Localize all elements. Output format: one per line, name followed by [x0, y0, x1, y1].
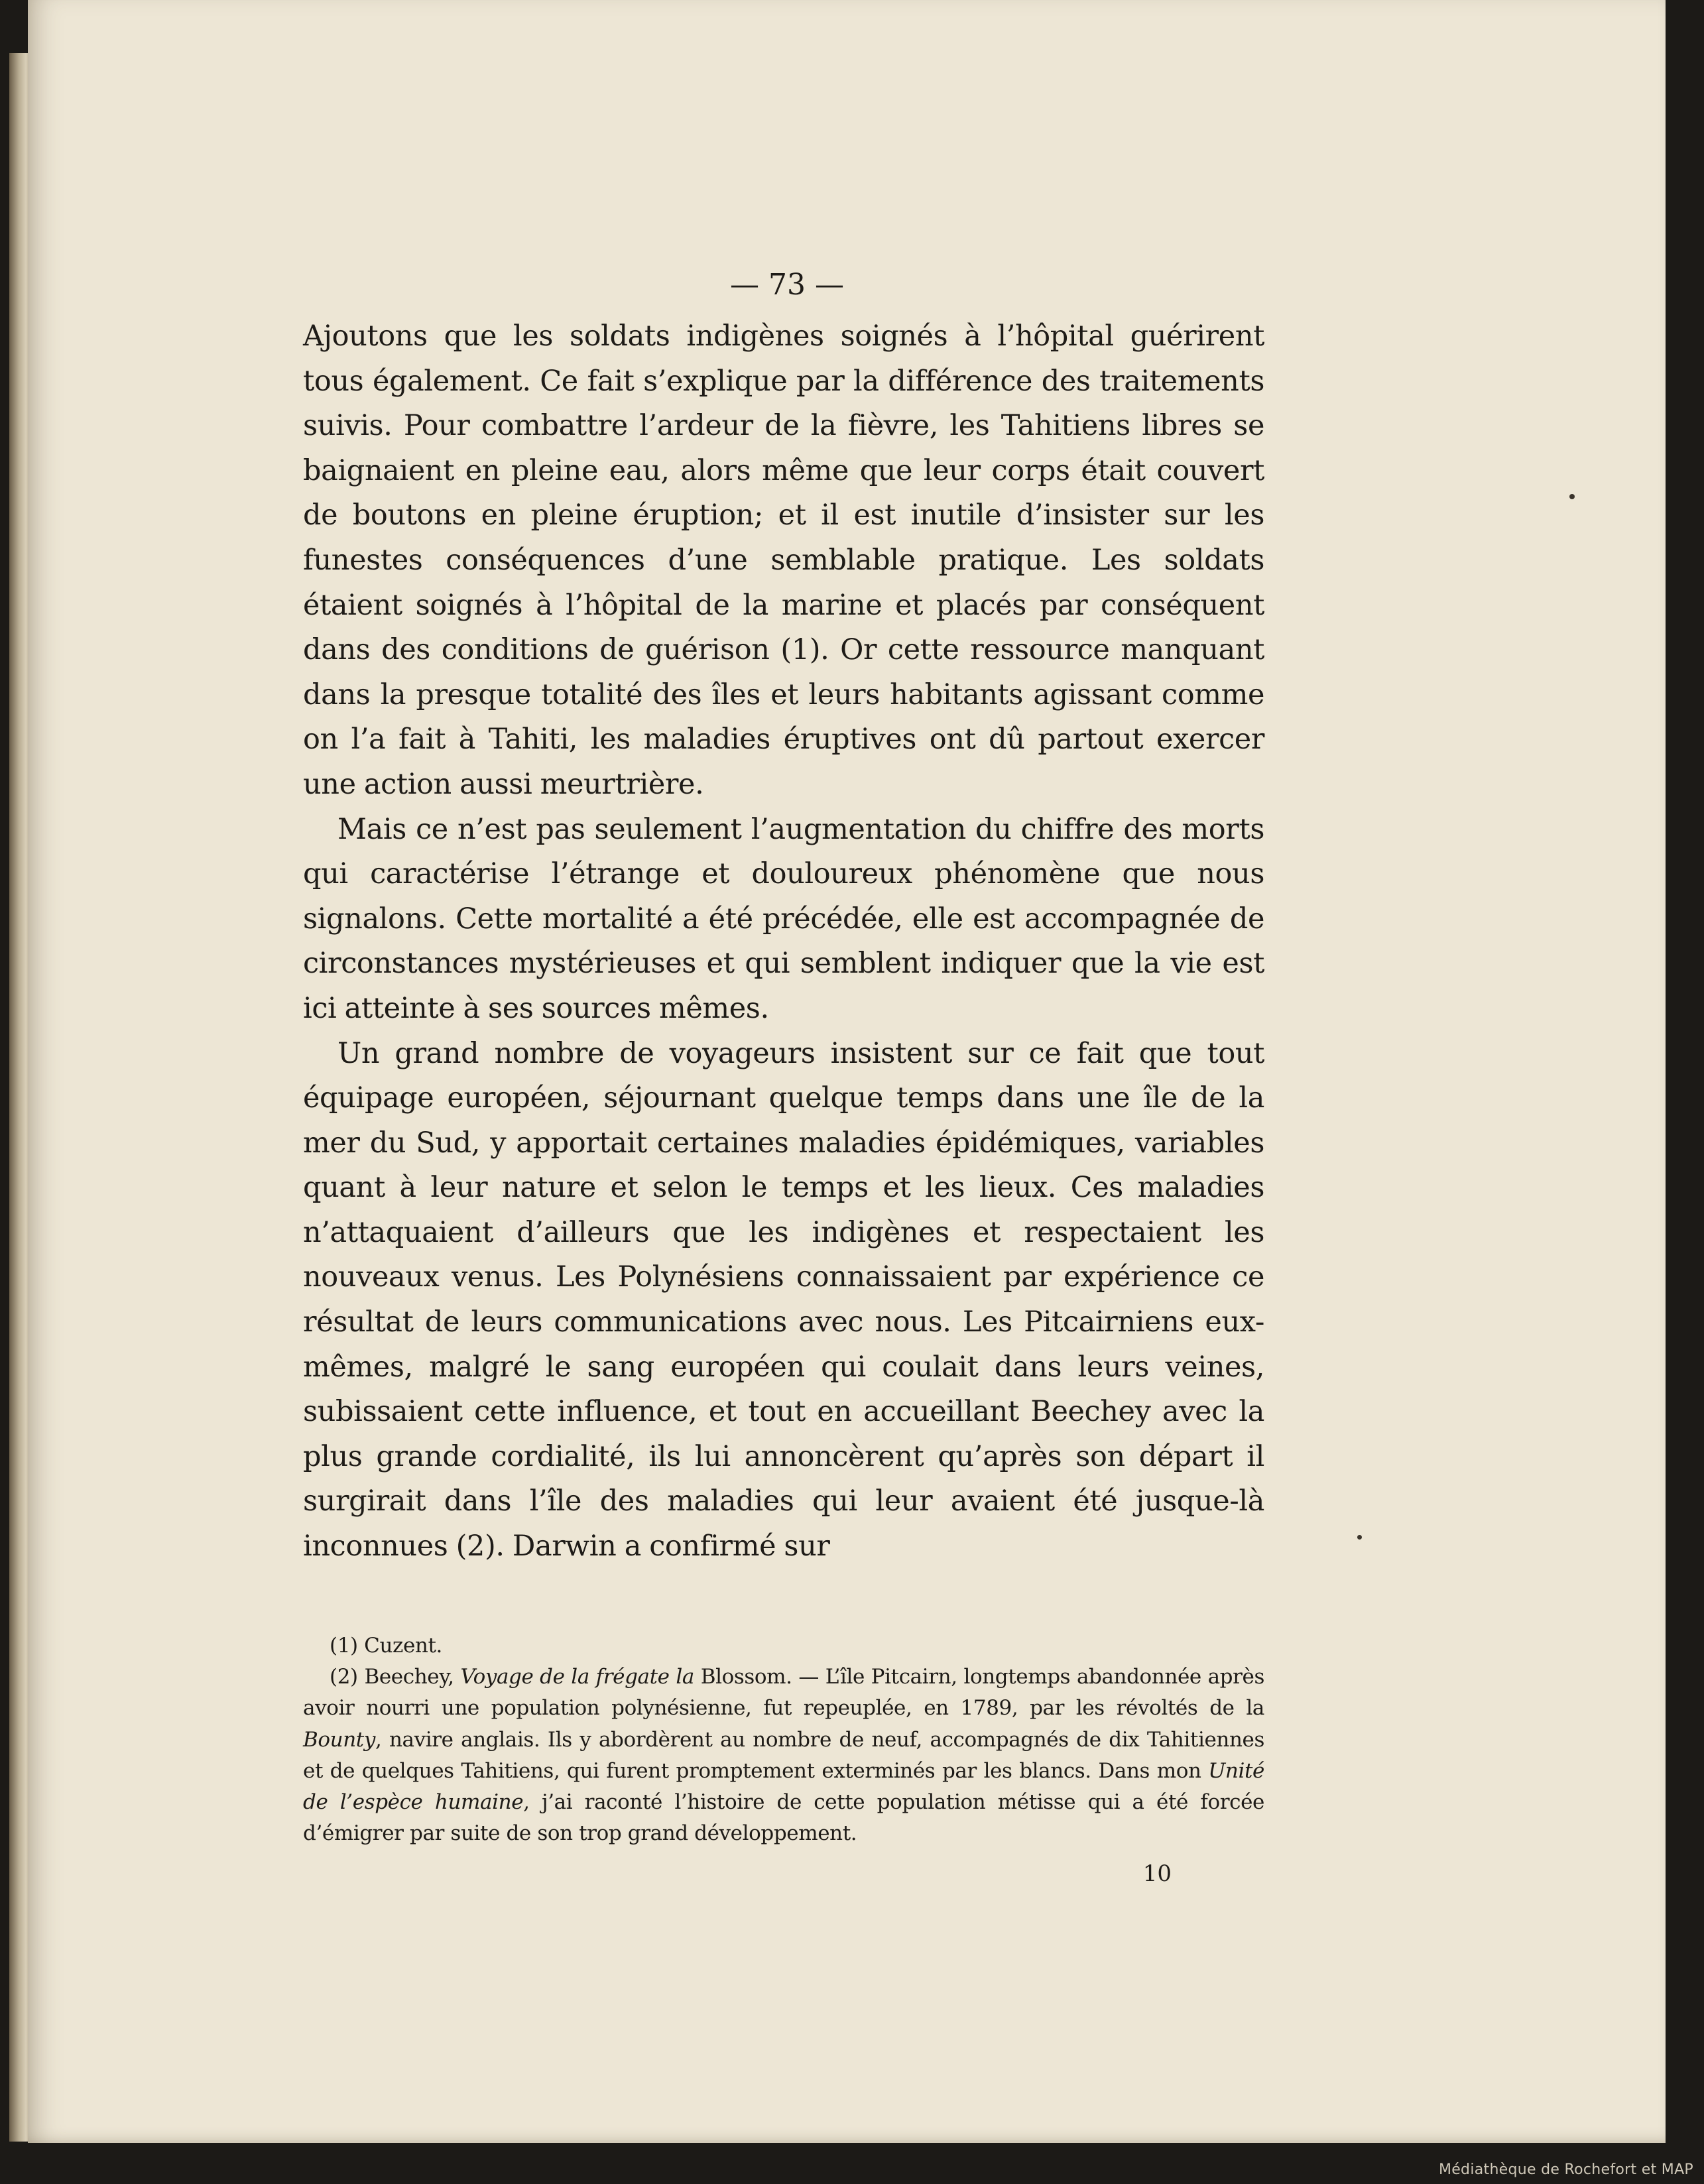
- footnote-2-middle: , navire anglais. Ils y abordèrent au nombre de neuf, accompagnés de dix Tahitiennes et de quelques Tahitiens, qui furent promptement exterminés par les blancs. Dans mon: [303, 1727, 1264, 1783]
- paragraph-1: Ajoutons que les soldats indigènes soignés à l’hôpital guérirent tous également. Ce fait s’explique par la différence des traitements suivis. Pour combattre l’ardeur de la fièvre, les Tahitiens libres se baignaient en pleine eau, alors même que leur corps était couvert de boutons en pleine éruption; et il est inutile d’insister sur les funestes conséquences d’une semblable pratique. Les soldats étaient soignés à l’hôpital de la marine et placés par conséquent dans des conditions de guérison (1). Or cette ressource manquant dans la presque totalité des îles et leurs habitants agissant comme on l’a fait à Tahiti, les maladies éruptives ont dû partout exercer une action aussi meurtrière.: [303, 320, 1264, 801]
- signature-mark: 10: [1142, 1860, 1172, 1887]
- footnote-2-unite: Unité de l’espèce humaine: [303, 1758, 1264, 1815]
- body-text: [303, 314, 1264, 1569]
- book-page: [28, 0, 1666, 2143]
- attribution-watermark: Médiathèque de Rochefort et MAP: [1438, 2161, 1693, 2178]
- footnote-1: (1) Cuzent.: [330, 1633, 443, 1658]
- paragraph-2: Mais ce n’est pas seulement l’augmentation du chiffre des morts qui caractérise l’étrange et douloureux phénomène que nous signalons. Cette mortalité a été précédée, elle est accompagnée de circonstances mystérieuses et qui semblent indiquer que la vie est ici atteinte à ses sources mêmes.: [303, 812, 1264, 1025]
- ink-speck: [1357, 1535, 1362, 1540]
- footnote-2-bounty: Bounty: [303, 1727, 375, 1752]
- footnote-2-prefix: (2) Beechey,: [330, 1664, 461, 1689]
- ink-speck: [1569, 494, 1575, 499]
- footnote-2-end: , j’ai raconté l’histoire de cette population métisse qui a été forcée d’émigrer par suite de son trop grand développement.: [303, 1790, 1264, 1846]
- page-number: — 73 —: [730, 268, 844, 302]
- footnote-2: [303, 1662, 1264, 1850]
- footnotes: [303, 1630, 1264, 1850]
- footnote-2-title: Voyage de la frégate la: [460, 1664, 694, 1689]
- footnote-2-ship: Blossom. — L’île Pitcairn, longtemps abandonnée après avoir nourri une population polynésienne, fut repeuplée, en 1789, par les révoltés de la: [303, 1664, 1264, 1721]
- text-block: [303, 265, 1264, 1890]
- paragraph-3: Un grand nombre de voyageurs insistent sur ce fait que tout équipage européen, séjournant quelque temps dans une île de la mer du Sud, y apportait certaines maladies épidémiques, variables quant à leur nature et selon le temps et les lieux. Ces maladies n’attaquaient d’ailleurs que les indigènes et respectaient les nouveaux venus. Les Polynésiens connaissaient par expérience ce résultat de leurs communications avec nous. Les Pitcairniens eux-mêmes, malgré le sang européen qui coulait dans leurs veines, subissaient cette influence, et tout en accueillant Beechey avec la plus grande cordialité, ils lui annoncèrent qu’après son départ il surgirait dans l’île des maladies qui leur avaient été jusque-là inconnues (2). Darwin a confirmé sur: [303, 1036, 1264, 1563]
